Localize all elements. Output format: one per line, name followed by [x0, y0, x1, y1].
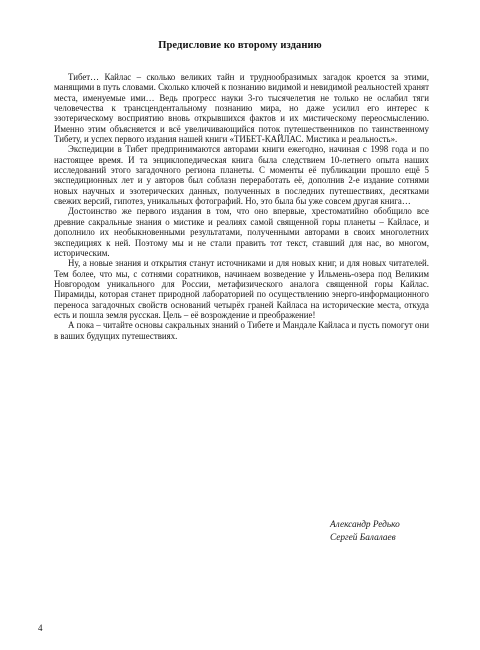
author-name: Сергей Балалаев: [330, 533, 396, 543]
paragraph: А пока – читайте основы сакральных знаний о Тибете и Мандале Кайласа и пусть помогут они в ваших будущих путешествиях.: [54, 320, 429, 341]
preface-body: [54, 72, 429, 341]
author-name: Александр Редько: [330, 520, 400, 530]
paragraph: Тибет… Кайлас – сколько великих тайн и труднообразимых загадок кроется за этими, манящими в путь словами. Сколько ключей к познанию видимой и невидимой реальностей хранят места, именуемые ими… Ведь прогресс науки 3-го тысячелетия не только не ослабил тяги человечества к трансцендентальному познанию мира, но даже усилил его интерес к эзотерическому восприятию вновь открывшихся фактов и их мистическому переосмыслению. Именно этим объясняется и всё увеличивающийся поток путешественников по таинственному Тибету, и успех первого издания нашей книги «ТИБЕТ-КАЙЛАС. Мистика и реальность».: [54, 72, 429, 145]
paragraph: Ну, а новые знания и открытия станут источниками и для новых книг, и для новых читателей. Тем более, что мы, с сотнями соратников, начинаем возведение у Ильмень-озера под Великим Новгородом уникального для России, метафизического аналога священной горы Кайлас. Пирамиды, которая станет природной лабораторией по осуществлению энерго-информационного переноса загадочных свойств оснований четырёх граней Кайласа на исторические места, откуда есть и пошла земля русская. Цель – её возрождение и преображение!: [54, 258, 429, 320]
page-title: Предисловие ко второму изданию: [158, 40, 322, 51]
paragraph: Экспедиции в Тибет предпринимаются авторами книги ежегодно, начиная с 1998 года и по настоящее время. И та энциклопедическая книга была следствием 10-летнего опыта наших исследований этого загадочного региона планеты. С моменты её публикации прошло ещё 5 экспедиционных лет и у авторов был соблазн переработать её, дополнив 2-е издание сотнями новых научных и эзотерических данных, полученных в последних путешествиях, десятками свежих версий, гипотез, уникальных фотографий. Но, это была бы уже совсем другая книга…: [54, 144, 429, 207]
author-signatures: [330, 519, 400, 545]
page-number: 4: [38, 623, 43, 633]
paragraph: Достоинство же первого издания в том, что оно впервые, хрестоматийно обобщило все древние сакральные знания о мистике и реалиях самой священной горы планеты – Кайласе, и дополнило их необыкновенными результатами, полученными авторами в своих многолетних экспедициях к ней. Поэтому мы и не стали править тот текст, ставший для нас, во многом, историческим.: [54, 206, 429, 258]
